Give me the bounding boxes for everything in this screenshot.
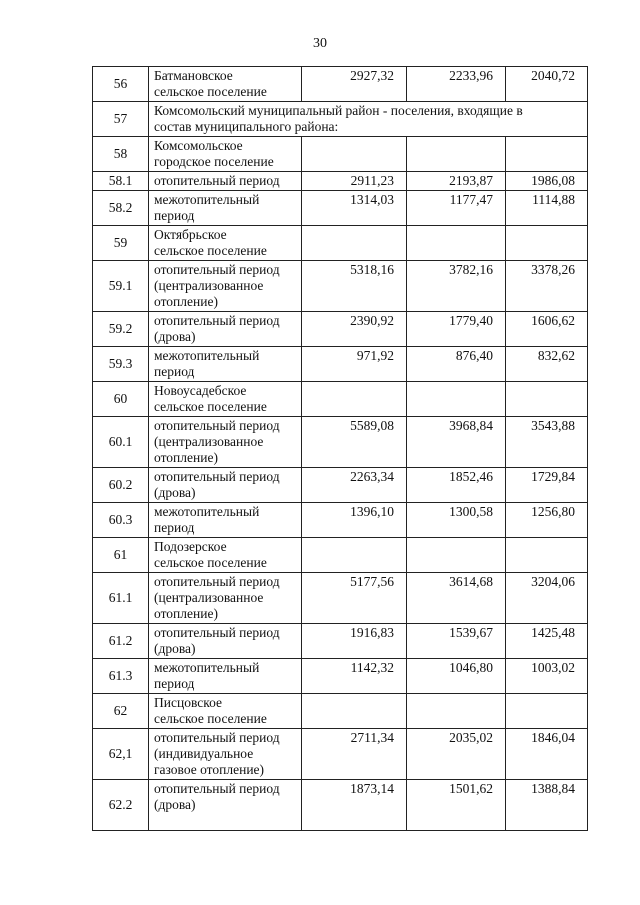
label-line: (дрова) (154, 797, 196, 812)
label-line: Подозерское (154, 539, 227, 554)
value-cell-2: 2193,87 (407, 172, 506, 191)
value-cell-3 (506, 382, 588, 417)
row-number: 59.1 (93, 261, 149, 312)
table-row (93, 624, 588, 659)
value-cell-1: 5589,08 (302, 417, 407, 468)
row-number: 61.2 (93, 624, 149, 659)
row-number: 59.2 (93, 312, 149, 347)
value-cell-3: 3204,06 (506, 573, 588, 624)
value-cell-3: 1729,84 (506, 468, 588, 503)
label-line: межотопительный (154, 348, 260, 363)
value-cell-1 (302, 226, 407, 261)
row-number: 58 (93, 137, 149, 172)
row-number: 62 (93, 694, 149, 729)
value-cell-2: 3614,68 (407, 573, 506, 624)
value-cell-3 (506, 538, 588, 573)
value-cell-2: 3782,16 (407, 261, 506, 312)
value-cell-2: 2035,02 (407, 729, 506, 780)
label-line: сельское поселение (154, 555, 267, 570)
row-label (149, 780, 302, 831)
label-line: отопительный период (154, 574, 280, 589)
value-cell-2: 1046,80 (407, 659, 506, 694)
row-number: 62.2 (93, 780, 149, 831)
row-label (149, 172, 302, 191)
row-label (149, 347, 302, 382)
value-cell-2 (407, 538, 506, 573)
table-row (93, 382, 588, 417)
value-cell-2: 1852,46 (407, 468, 506, 503)
label-line (154, 813, 296, 829)
value-cell-2: 876,40 (407, 347, 506, 382)
value-cell-2: 1300,58 (407, 503, 506, 538)
row-label (149, 468, 302, 503)
value-cell-3 (506, 694, 588, 729)
value-cell-2: 1779,40 (407, 312, 506, 347)
table-row (93, 729, 588, 780)
row-number: 61 (93, 538, 149, 573)
row-number: 58.2 (93, 191, 149, 226)
row-label (149, 67, 302, 102)
row-label (149, 694, 302, 729)
value-cell-3: 1606,62 (506, 312, 588, 347)
label-line: Комсомольское (154, 138, 243, 153)
row-label (149, 382, 302, 417)
value-cell-3: 1986,08 (506, 172, 588, 191)
label-line: газовое отопление) (154, 762, 265, 777)
table-row (93, 780, 588, 831)
label-line: сельское поселение (154, 84, 267, 99)
row-label (149, 226, 302, 261)
label-line: Комсомольский муниципальный район - поселения, входящие в (154, 103, 523, 118)
row-label (149, 261, 302, 312)
value-cell-1: 1916,83 (302, 624, 407, 659)
row-number: 60.3 (93, 503, 149, 538)
value-cell-1: 1396,10 (302, 503, 407, 538)
value-cell-1: 5177,56 (302, 573, 407, 624)
label-line: городское поселение (154, 154, 274, 169)
value-cell-1 (302, 694, 407, 729)
table-row (93, 503, 588, 538)
value-cell-3: 2040,72 (506, 67, 588, 102)
table-row (93, 468, 588, 503)
row-number: 56 (93, 67, 149, 102)
value-cell-3 (506, 137, 588, 172)
label-line: (централизованное (154, 434, 264, 449)
label-line: (индивидуальное (154, 746, 254, 761)
value-cell-1: 2390,92 (302, 312, 407, 347)
value-cell-3: 1003,02 (506, 659, 588, 694)
value-cell-3: 1256,80 (506, 503, 588, 538)
table-row (93, 191, 588, 226)
row-label (149, 573, 302, 624)
label-line: отопительный период (154, 173, 280, 188)
label-line: межотопительный (154, 504, 260, 519)
value-cell-1: 971,92 (302, 347, 407, 382)
label-line: отопление) (154, 294, 218, 309)
label-line: (централизованное (154, 590, 264, 605)
label-line: (дрова) (154, 641, 196, 656)
label-line: (дрова) (154, 329, 196, 344)
row-label (149, 729, 302, 780)
value-cell-1: 2263,34 (302, 468, 407, 503)
value-cell-2 (407, 382, 506, 417)
page-number: 30 (313, 36, 327, 51)
value-cell-3: 3378,26 (506, 261, 588, 312)
value-cell-1: 1873,14 (302, 780, 407, 831)
row-label (149, 624, 302, 659)
row-number: 60.1 (93, 417, 149, 468)
value-cell-2 (407, 226, 506, 261)
row-number: 60.2 (93, 468, 149, 503)
label-line: период (154, 208, 195, 223)
value-cell-1: 2911,23 (302, 172, 407, 191)
value-cell-2: 1539,67 (407, 624, 506, 659)
label-line: состав муниципального района: (154, 119, 339, 134)
value-cell-3: 1388,84 (506, 780, 588, 831)
value-cell-3: 832,62 (506, 347, 588, 382)
value-cell-2 (407, 694, 506, 729)
label-line: межотопительный (154, 660, 260, 675)
value-cell-1: 1142,32 (302, 659, 407, 694)
table-row (93, 312, 588, 347)
label-line: (централизованное (154, 278, 264, 293)
value-cell-2: 1177,47 (407, 191, 506, 226)
value-cell-3: 1114,88 (506, 191, 588, 226)
value-cell-3: 1846,04 (506, 729, 588, 780)
label-line: сельское поселение (154, 711, 267, 726)
label-line: сельское поселение (154, 399, 267, 414)
row-number: 59.3 (93, 347, 149, 382)
value-cell-1 (302, 137, 407, 172)
value-cell-3: 3543,88 (506, 417, 588, 468)
label-line: отопительный период (154, 730, 280, 745)
row-label (149, 137, 302, 172)
label-line: Новоусадебское (154, 383, 247, 398)
table-row (93, 261, 588, 312)
value-cell-2: 2233,96 (407, 67, 506, 102)
table-row (93, 67, 588, 102)
value-cell-1: 2711,34 (302, 729, 407, 780)
value-cell-1 (302, 382, 407, 417)
row-label (149, 417, 302, 468)
row-number: 60 (93, 382, 149, 417)
section-heading (149, 102, 588, 137)
label-line: Октябрьское (154, 227, 227, 242)
value-cell-3: 1425,48 (506, 624, 588, 659)
table-row (93, 538, 588, 573)
value-cell-1 (302, 538, 407, 573)
row-number: 59 (93, 226, 149, 261)
value-cell-2: 1501,62 (407, 780, 506, 831)
label-line: отопление) (154, 606, 218, 621)
value-cell-1: 2927,32 (302, 67, 407, 102)
table-row (93, 417, 588, 468)
table-row (93, 659, 588, 694)
label-line: отопительный период (154, 313, 280, 328)
table-row (93, 226, 588, 261)
label-line: (дрова) (154, 485, 196, 500)
row-label (149, 191, 302, 226)
label-line: отопительный период (154, 625, 280, 640)
table-body (93, 67, 588, 831)
table-row (93, 137, 588, 172)
row-label (149, 312, 302, 347)
label-line: отопительный период (154, 262, 280, 277)
row-label (149, 538, 302, 573)
value-cell-2 (407, 137, 506, 172)
row-number: 57 (93, 102, 149, 137)
row-label (149, 659, 302, 694)
label-line: Батмановское (154, 68, 233, 83)
table-row (93, 347, 588, 382)
table-row (93, 172, 588, 191)
label-line: отопительный период (154, 469, 280, 484)
label-line: отопительный период (154, 418, 280, 433)
label-line: период (154, 364, 195, 379)
label-line: отопление) (154, 450, 218, 465)
label-line: отопительный период (154, 781, 280, 796)
label-line: период (154, 520, 195, 535)
row-number: 62,1 (93, 729, 149, 780)
table-row (93, 573, 588, 624)
row-label (149, 503, 302, 538)
tariff-table (92, 66, 588, 831)
row-number: 58.1 (93, 172, 149, 191)
row-number: 61.3 (93, 659, 149, 694)
value-cell-1: 5318,16 (302, 261, 407, 312)
value-cell-1: 1314,03 (302, 191, 407, 226)
label-line: сельское поселение (154, 243, 267, 258)
value-cell-2: 3968,84 (407, 417, 506, 468)
value-cell-3 (506, 226, 588, 261)
label-line: Писцовское (154, 695, 223, 710)
table-row (93, 694, 588, 729)
row-number: 61.1 (93, 573, 149, 624)
label-line: межотопительный (154, 192, 260, 207)
table-row (93, 102, 588, 137)
label-line: период (154, 676, 195, 691)
